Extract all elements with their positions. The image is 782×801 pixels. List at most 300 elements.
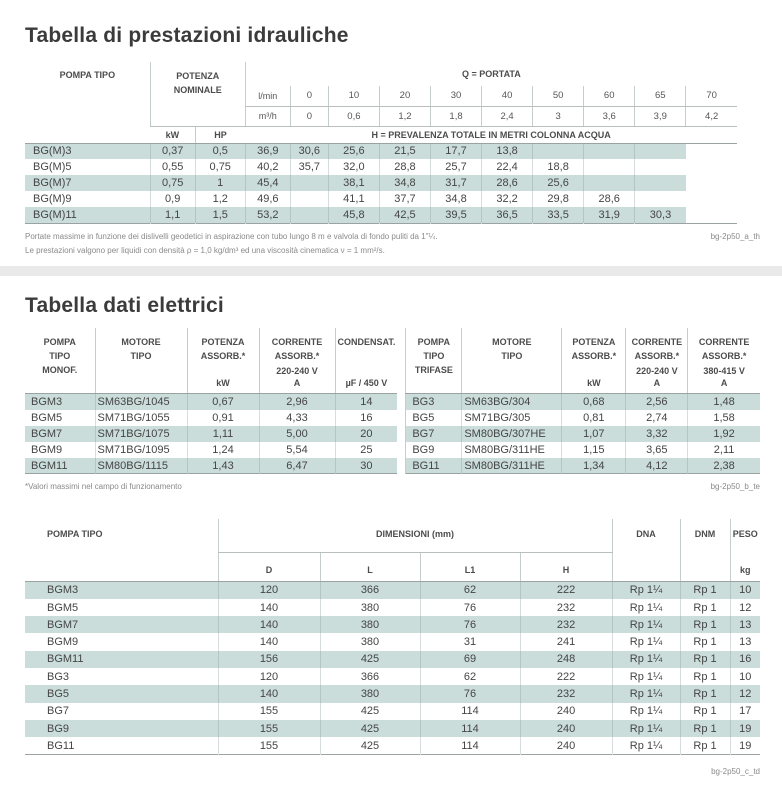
cell: 20 <box>335 426 397 442</box>
cell: 241 <box>520 633 612 650</box>
header-line: CONDENSAT. <box>337 336 396 347</box>
header-bottom: µF / 450 V <box>345 377 388 388</box>
cell: 76 <box>420 685 520 702</box>
header-line: CORRENTE <box>271 336 323 347</box>
kg-header: kg <box>730 553 760 582</box>
cell: 1,34 <box>562 458 626 474</box>
cell: 45,8 <box>328 207 379 223</box>
cell: BG11 <box>47 739 75 752</box>
cell: SM80BG/311HE <box>462 458 562 474</box>
header-line: CORRENTE <box>698 336 750 347</box>
cell: 114 <box>420 720 520 737</box>
cell: 1,43 <box>187 458 259 474</box>
header-line: POMPA <box>43 336 76 347</box>
cell: Rp 1¼ <box>612 685 680 702</box>
table-row <box>25 442 397 458</box>
cell: 42,5 <box>379 207 430 223</box>
cell: BGM9 <box>31 443 63 456</box>
cell: SM71BG/305 <box>462 410 562 426</box>
col-header-pompa-monof <box>25 328 95 394</box>
cell: 380 <box>320 599 420 616</box>
header-cell: 3,6 <box>584 106 635 126</box>
cell: 49,6 <box>245 191 290 207</box>
cell: 32,2 <box>482 191 533 207</box>
header-line: MOTORE <box>121 336 161 347</box>
hydraulic-footnote-2: Le prestazioni valgono per liquidi con densità ρ = 1,0 kg/dm³ ed una viscosità cinematica ν = 1 mm²/s. <box>25 245 385 255</box>
cell: 425 <box>320 703 420 720</box>
table-row <box>25 582 760 599</box>
cell: 40,2 <box>245 159 290 175</box>
cell: BGM11 <box>47 653 84 666</box>
cell: 1,92 <box>688 426 760 442</box>
cell: 19 <box>730 737 760 754</box>
h-header: H <box>520 553 612 582</box>
cell: 114 <box>420 737 520 754</box>
cell: BGM5 <box>47 601 79 614</box>
cell: Rp 1¼ <box>612 737 680 754</box>
dna-header: DNA <box>612 519 680 582</box>
table-row <box>406 394 760 410</box>
dimensions-table <box>25 519 760 755</box>
header-line: 380-415 V <box>703 365 745 376</box>
cell: Rp 1 <box>680 685 730 702</box>
cell: BG7 <box>47 705 70 718</box>
table-row <box>25 651 760 668</box>
cell: 19 <box>730 720 760 737</box>
cell: 12 <box>730 685 760 702</box>
cell: 76 <box>420 599 520 616</box>
cell: 22,4 <box>482 159 533 175</box>
header-bottom: kW <box>587 377 601 388</box>
header-line: POTENZA <box>201 336 245 347</box>
hydraulic-footnote-1: Portate massime in funzione dei dislivelli geodetici in aspirazione con tubo lungo 8 m e valvola di fondo puliti da 1"¼. <box>25 231 438 241</box>
section-divider <box>0 266 782 276</box>
cell: 155 <box>218 720 320 737</box>
cell <box>584 159 635 175</box>
cell: 1,07 <box>562 426 626 442</box>
l1-header: L1 <box>420 553 520 582</box>
cell <box>584 143 635 159</box>
table-row <box>406 410 760 426</box>
cell: 0,67 <box>187 394 259 410</box>
hydraulic-table <box>25 62 737 224</box>
cell: Rp 1 <box>680 616 730 633</box>
col-header-potenza <box>187 328 259 394</box>
cell: BG(M)5 <box>33 161 72 173</box>
cell: 155 <box>218 737 320 754</box>
table-row <box>25 703 760 720</box>
cell: Rp 1 <box>680 633 730 650</box>
header-cell: 1,2 <box>379 106 430 126</box>
cell: 28,6 <box>584 191 635 207</box>
header-line: ASSORB.* <box>571 351 617 362</box>
potenza-nominale-header <box>150 62 245 106</box>
cell: 69 <box>420 651 520 668</box>
cell: 13 <box>730 633 760 650</box>
cell: BGM5 <box>31 411 63 424</box>
table-row <box>25 616 760 633</box>
cell: 31,9 <box>584 207 635 223</box>
electrical-table-code: bg-2p50_b_te <box>710 482 760 492</box>
cell: Rp 1 <box>680 582 730 599</box>
cell: 35,7 <box>290 159 328 175</box>
header-line: POMPA <box>417 336 451 347</box>
header-cell: 70 <box>686 86 737 106</box>
cell: Rp 1 <box>680 668 730 685</box>
header-cell: 3,9 <box>635 106 686 126</box>
potenza-line2: NOMINALE <box>173 84 222 95</box>
cell: 114 <box>420 703 520 720</box>
header-bottom: MONOF. <box>42 364 78 375</box>
cell: 222 <box>520 668 612 685</box>
cell: 2,11 <box>688 442 760 458</box>
cell: Rp 1 <box>680 737 730 754</box>
col-header-motore <box>95 328 187 394</box>
hydraulic-section-title: Tabella di prestazioni idrauliche <box>25 24 349 47</box>
table-row <box>25 685 760 702</box>
table-row <box>406 442 760 458</box>
cell: 120 <box>218 582 320 599</box>
cell: 1,24 <box>187 442 259 458</box>
table-row <box>25 143 737 159</box>
cell: 0,68 <box>562 394 626 410</box>
header-cell: 20 <box>379 86 430 106</box>
portata-header: Q = PORTATA <box>245 62 737 86</box>
header-bottom <box>464 389 559 392</box>
cell: 18,8 <box>533 159 584 175</box>
cell: Rp 1 <box>680 599 730 616</box>
cell: 25 <box>335 442 397 458</box>
cell: 38,1 <box>328 175 379 191</box>
header-bottom: TRIFASE <box>414 364 453 375</box>
cell: 425 <box>320 720 420 737</box>
cell: 240 <box>520 720 612 737</box>
cell: BGM7 <box>47 618 79 631</box>
kw-unit-header: kW <box>150 126 195 143</box>
cell: 366 <box>320 582 420 599</box>
col-header-condensatore <box>335 328 397 394</box>
cell: SM71BG/1075 <box>95 426 187 442</box>
cell: 12 <box>730 599 760 616</box>
cell: 13 <box>730 616 760 633</box>
cell: Rp 1 <box>680 703 730 720</box>
header-bottom: A <box>653 377 661 388</box>
table-row <box>25 410 397 426</box>
cell: 1,11 <box>187 426 259 442</box>
cell: 380 <box>320 616 420 633</box>
header-cell: 0 <box>290 86 328 106</box>
electrical-footnote: *Valori massimi nel campo di funzionamento <box>25 482 182 492</box>
cell: 5,00 <box>259 426 335 442</box>
table-row <box>25 458 397 474</box>
dimensions-table-body <box>25 582 760 755</box>
cell: 4,33 <box>259 410 335 426</box>
cell: Rp 1 <box>680 651 730 668</box>
cell: 232 <box>520 685 612 702</box>
table-row <box>25 668 760 685</box>
cell: Rp 1¼ <box>612 616 680 633</box>
cell: BG(M)3 <box>33 145 72 158</box>
cell: 25,6 <box>533 175 584 191</box>
hydraulic-table-code: bg-2p50_a_th <box>710 231 760 241</box>
col-header-corrente-220 <box>259 328 335 394</box>
col-header-corrente-380 <box>688 328 760 394</box>
cell: SM71BG/1095 <box>95 442 187 458</box>
cell: 240 <box>520 737 612 754</box>
cell: 140 <box>218 616 320 633</box>
cell: 425 <box>320 737 420 754</box>
electrical-tables <box>25 328 782 475</box>
header-line: ASSORB.* <box>200 351 246 362</box>
cell: 31,7 <box>430 175 481 191</box>
cell: BGM11 <box>31 459 68 472</box>
cell: SM63BG/1045 <box>95 394 187 410</box>
cell: 36,5 <box>482 207 533 223</box>
header-line: TIPO <box>130 351 152 362</box>
cell: 1,15 <box>562 442 626 458</box>
header-cell: 10 <box>328 86 379 106</box>
cell: 16 <box>335 410 397 426</box>
header-cell: 0,6 <box>328 106 379 126</box>
cell: 240 <box>520 703 612 720</box>
cell: 4,12 <box>626 458 688 474</box>
table-row <box>406 458 760 474</box>
cell: Rp 1¼ <box>612 703 680 720</box>
header-bottom <box>98 389 185 392</box>
cell: SM80BG/311HE <box>462 442 562 458</box>
dimensions-table-code: bg-2p50_c_td <box>711 767 760 777</box>
header-line: 220-240 V <box>276 365 318 376</box>
header-line: CORRENTE <box>631 336 683 347</box>
cell: BG7 <box>406 426 462 442</box>
d-header: D <box>218 553 320 582</box>
cell: 3,65 <box>626 442 688 458</box>
cell: BGM9 <box>47 636 79 649</box>
table-row <box>25 191 737 207</box>
cell: Rp 1¼ <box>612 668 680 685</box>
cell: 140 <box>218 599 320 616</box>
cell: 31 <box>420 633 520 650</box>
cell <box>635 143 686 159</box>
cell: Rp 1¼ <box>612 651 680 668</box>
cell: 366 <box>320 668 420 685</box>
dnm-header: DNM <box>680 519 730 582</box>
cell <box>290 191 328 207</box>
cell: 28,6 <box>482 175 533 191</box>
header-cell: 60 <box>584 86 635 106</box>
cell: 5,54 <box>259 442 335 458</box>
cell: 2,38 <box>688 458 760 474</box>
col-header-corrente-220 <box>626 328 688 394</box>
cell: 1,58 <box>688 410 760 426</box>
cell: 29,8 <box>533 191 584 207</box>
col-header-pompa-trifase <box>406 328 462 394</box>
m3h-unit-label: m³/h <box>245 106 290 126</box>
cell: 380 <box>320 633 420 650</box>
cell: 32,0 <box>328 159 379 175</box>
cell: 0,5 <box>195 143 245 159</box>
cell: 0,75 <box>150 175 195 191</box>
header-line: MOTORE <box>492 336 532 347</box>
cell <box>584 175 635 191</box>
cell: 0,91 <box>187 410 259 426</box>
triphase-table-body <box>406 394 760 474</box>
header-cell: 40 <box>482 86 533 106</box>
cell <box>290 175 328 191</box>
header-line: ASSORB.* <box>634 351 680 362</box>
cell: 17,7 <box>430 143 481 159</box>
monophase-table-body <box>25 394 397 474</box>
header-line: TIPO <box>423 351 445 362</box>
prevalenza-banner: H = PREVALENZA TOTALE IN METRI COLONNA ACQUA <box>245 126 737 143</box>
cell: 2,56 <box>626 394 688 410</box>
cell: 222 <box>520 582 612 599</box>
header-line: TIPO <box>49 351 71 362</box>
cell: 16 <box>730 651 760 668</box>
pompa-tipo-header: POMPA TIPO <box>25 62 150 143</box>
cell: 232 <box>520 599 612 616</box>
header-cell: 30 <box>430 86 481 106</box>
cell: BGM3 <box>31 396 63 409</box>
cell: BG5 <box>406 410 462 426</box>
hydraulic-table-body <box>25 143 737 223</box>
cell <box>635 175 686 191</box>
header-line: 220-240 V <box>636 365 678 376</box>
cell: SM80BG/1115 <box>95 458 187 474</box>
electrical-table-triphase <box>405 328 760 475</box>
cell: BG3 <box>406 394 462 410</box>
cell: 39,5 <box>430 207 481 223</box>
cell: BG(M)9 <box>33 193 72 205</box>
cell: BG9 <box>406 442 462 458</box>
header-line: POTENZA <box>572 336 616 347</box>
table-row <box>25 175 737 191</box>
cell: 1,2 <box>195 191 245 207</box>
cell: 425 <box>320 651 420 668</box>
col-header-potenza <box>562 328 626 394</box>
table-row <box>25 159 737 175</box>
cell: 1,1 <box>150 207 195 223</box>
cell: Rp 1¼ <box>612 720 680 737</box>
cell: 41,1 <box>328 191 379 207</box>
electrical-table-monophase <box>25 328 397 475</box>
table-row <box>25 737 760 754</box>
table-row <box>25 426 397 442</box>
header-cell: 2,4 <box>482 106 533 126</box>
col-header-motore <box>462 328 562 394</box>
cell: 155 <box>218 703 320 720</box>
cell: Rp 1¼ <box>612 599 680 616</box>
cell <box>290 207 328 223</box>
header-cell: 4,2 <box>686 106 737 126</box>
cell: Rp 1 <box>680 720 730 737</box>
header-cell: 3 <box>533 106 584 126</box>
cell: 1,5 <box>195 207 245 223</box>
header-line: ASSORB.* <box>701 351 747 362</box>
header-bottom: A <box>293 377 301 388</box>
cell: 25,7 <box>430 159 481 175</box>
cell: 14 <box>335 394 397 410</box>
cell: 120 <box>218 668 320 685</box>
cell: 0,75 <box>195 159 245 175</box>
cell: BG(M)7 <box>33 177 72 189</box>
spacer-cell <box>150 106 245 126</box>
cell: 25,6 <box>328 143 379 159</box>
header-cell: 1,8 <box>430 106 481 126</box>
cell: 76 <box>420 616 520 633</box>
cell: 140 <box>218 685 320 702</box>
header-cell: 65 <box>635 86 686 106</box>
cell: BG(M)11 <box>33 208 77 221</box>
cell: 21,5 <box>379 143 430 159</box>
cell: BGM3 <box>47 584 79 597</box>
table-row <box>25 207 737 223</box>
cell <box>533 143 584 159</box>
dimensioni-header: DIMENSIONI (mm) <box>218 519 612 553</box>
cell: 30,3 <box>635 207 686 223</box>
cell: 3,32 <box>626 426 688 442</box>
cell: 34,8 <box>379 175 430 191</box>
cell: 380 <box>320 685 420 702</box>
cell: 30,6 <box>290 143 328 159</box>
cell: BG5 <box>47 687 70 700</box>
header-cell: 50 <box>533 86 584 106</box>
cell: 53,2 <box>245 207 290 223</box>
header-line: TIPO <box>501 351 523 362</box>
cell: Rp 1¼ <box>612 582 680 599</box>
cell: 2,74 <box>626 410 688 426</box>
cell: 6,47 <box>259 458 335 474</box>
peso-header: PESO <box>730 519 760 553</box>
cell: 13,8 <box>482 143 533 159</box>
cell: 0,55 <box>150 159 195 175</box>
cell: 28,8 <box>379 159 430 175</box>
table-row <box>25 633 760 650</box>
cell: 17 <box>730 703 760 720</box>
cell: 1 <box>195 175 245 191</box>
cell: 2,96 <box>259 394 335 410</box>
table-row <box>25 599 760 616</box>
cell: 0,81 <box>562 410 626 426</box>
cell: SM71BG/1055 <box>95 410 187 426</box>
cell: SM63BG/304 <box>462 394 562 410</box>
cell: BG3 <box>47 670 70 683</box>
cell: 140 <box>218 633 320 650</box>
l-header: L <box>320 553 420 582</box>
cell <box>635 159 686 175</box>
cell: 1,48 <box>688 394 760 410</box>
cell: 62 <box>420 582 520 599</box>
table-row <box>25 720 760 737</box>
cell: 0,9 <box>150 191 195 207</box>
cell: 34,8 <box>430 191 481 207</box>
lmin-unit-label: l/min <box>245 86 290 106</box>
cell: SM80BG/307HE <box>462 426 562 442</box>
cell: Rp 1¼ <box>612 633 680 650</box>
pompa-tipo-header: POMPA TIPO <box>25 519 218 582</box>
cell: 37,7 <box>379 191 430 207</box>
cell: 0,37 <box>150 143 195 159</box>
cell: 156 <box>218 651 320 668</box>
table-row <box>25 394 397 410</box>
cell: 62 <box>420 668 520 685</box>
cell: 33,5 <box>533 207 584 223</box>
hp-unit-header: HP <box>195 126 245 143</box>
header-cell: 0 <box>290 106 328 126</box>
cell: BG9 <box>47 722 70 735</box>
cell: BG11 <box>406 458 462 474</box>
cell: 10 <box>730 668 760 685</box>
